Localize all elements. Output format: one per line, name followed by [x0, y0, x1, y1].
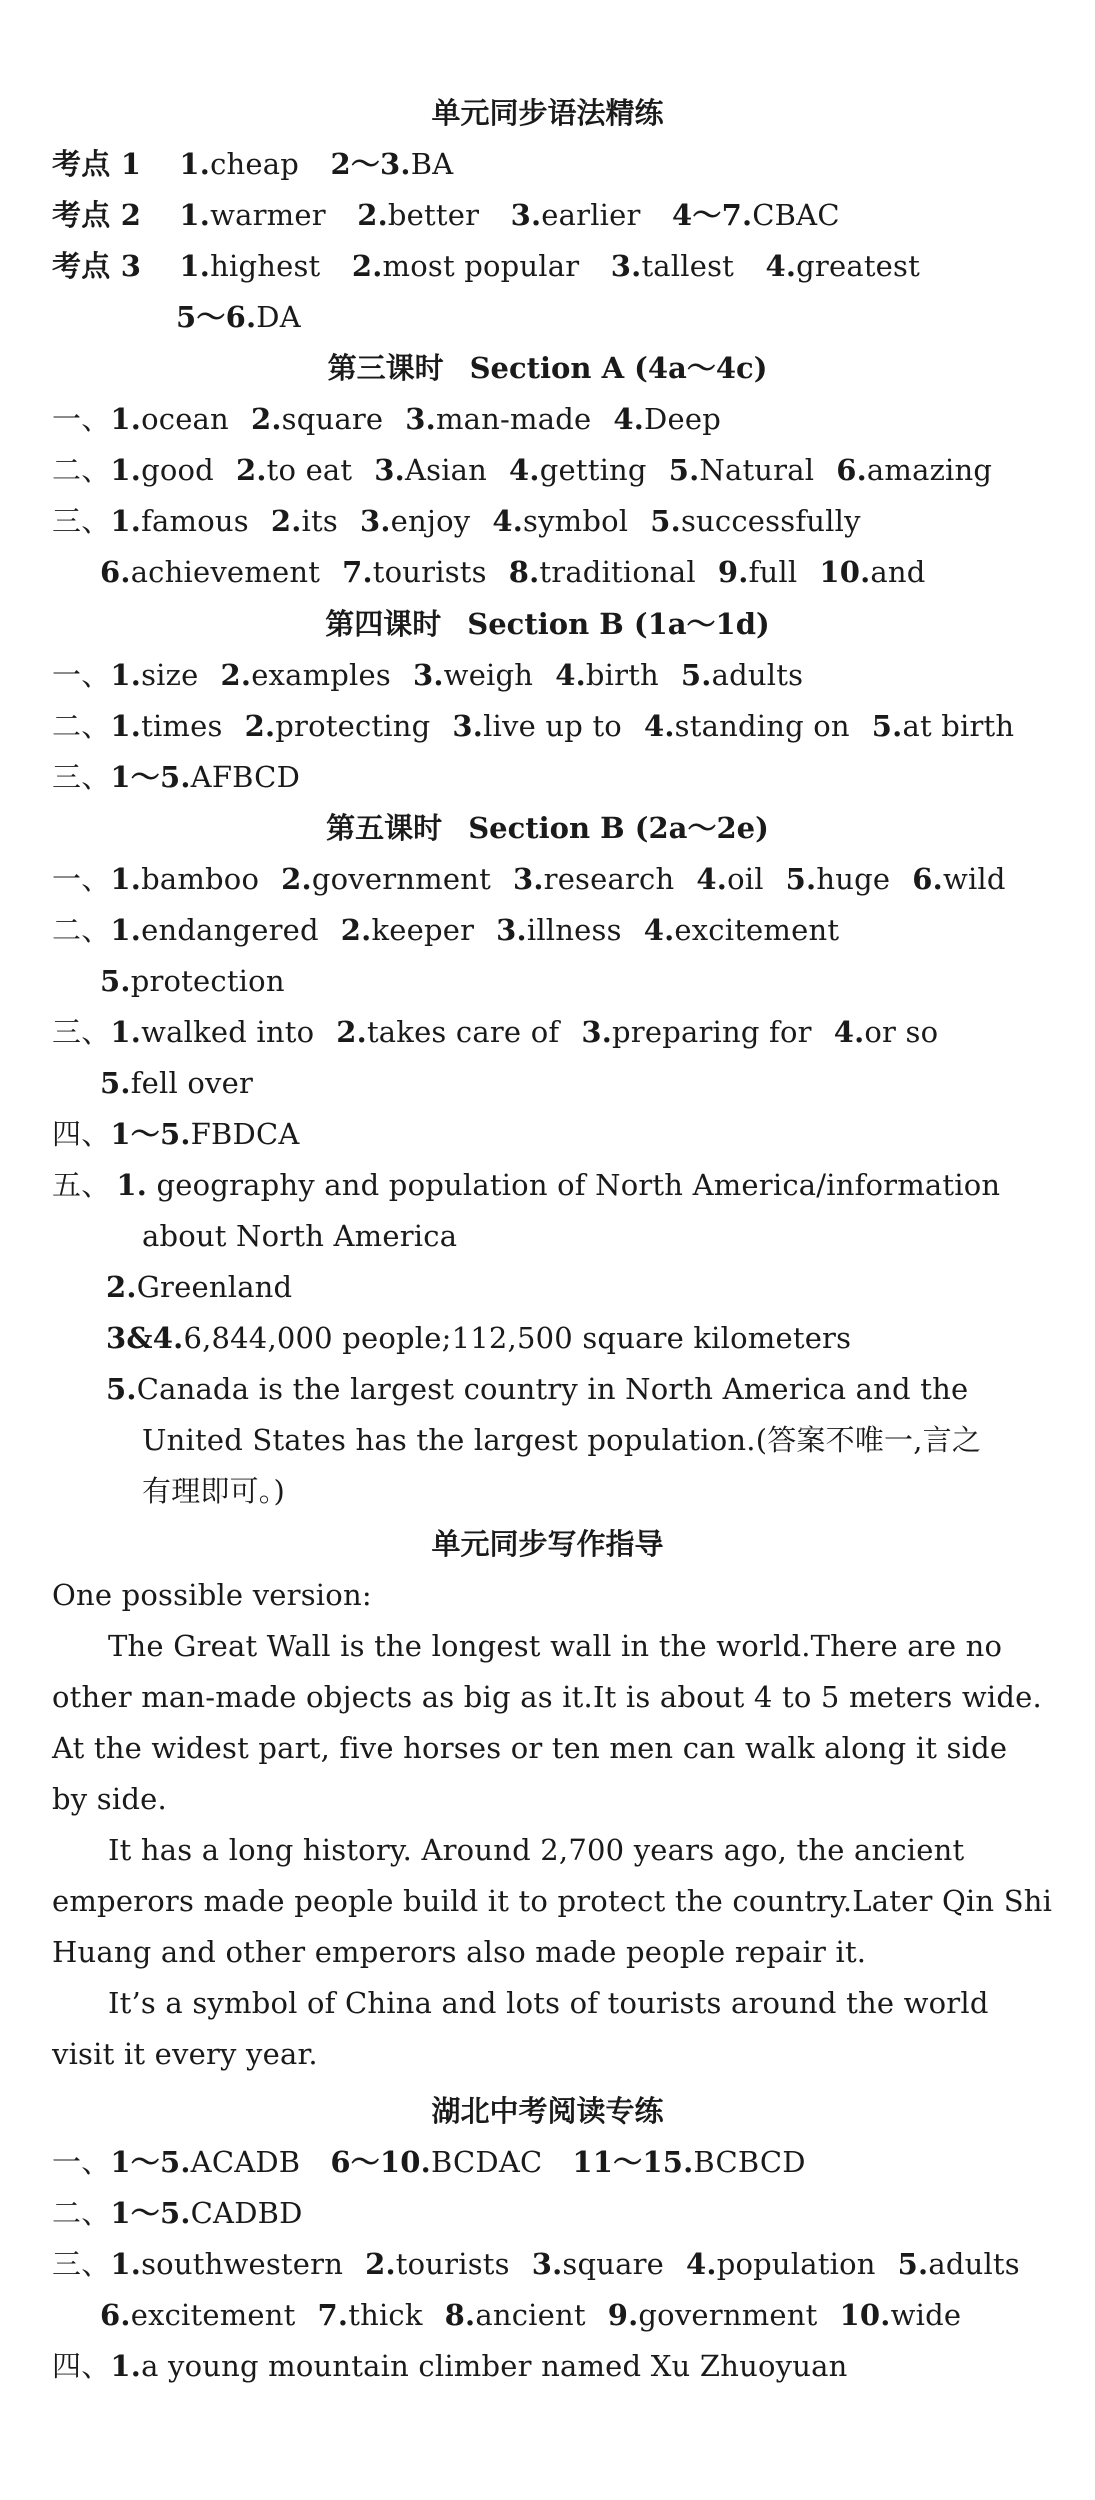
lesson5-row-5-q5-line2: United States has the largest population.(答案不唯一,言之 [142, 1423, 982, 1457]
writing-p2-line2: emperors made people build it to protect the country.Later Qin Shi [52, 1884, 1053, 1918]
lesson4-row-1: 一、1.size 2.examples 3.weigh 4.birth 5.adults [52, 658, 804, 692]
grammar-point-2: 考点 2 1.warmer 2.better 3.earlier 4～7.CBAC [52, 198, 840, 232]
lesson5-row-5-q1-cont: about North America [142, 1219, 458, 1253]
grammar-point-3: 考点 3 1.highest 2.most popular 3.tallest 4.greatest [52, 249, 920, 283]
lesson5-row-3-cont: 5.fell over [100, 1066, 254, 1100]
writing-p1-line2: other man-made objects as big as it.It is about 4 to 5 meters wide. [52, 1680, 1042, 1714]
reading-row-3: 三、1.southwestern 2.tourists 3.square 4.population 5.adults [52, 2247, 1020, 2281]
writing-intro: One possible version: [52, 1578, 372, 1612]
writing-p1-line4: by side. [52, 1782, 167, 1816]
lesson5-row-5-q5-line3: 有理即可。) [142, 1474, 286, 1508]
lesson5-row-4: 四、1～5.FBDCA [52, 1117, 300, 1151]
section-title-lesson5: 第五课时 Section B (2a～2e) [326, 811, 769, 845]
lesson3-row-2: 二、1.good 2.to eat 3.Asian 4.getting 5.Natural 6.amazing [52, 453, 993, 487]
writing-p1-line3: At the widest part, five horses or ten men can walk along it side [52, 1731, 1008, 1765]
grammar-point-1: 考点 1 1.cheap 2～3.BA [52, 147, 454, 181]
lesson5-row-2: 二、1.endangered 2.keeper 3.illness 4.excitement [52, 913, 840, 947]
grammar-point-3-cont: 5～6.DA [176, 300, 301, 334]
lesson4-row-3: 三、1～5.AFBCD [52, 760, 301, 794]
reading-row-3-cont: 6.excitement 7.thick 8.ancient 9.government 10.wide [100, 2298, 962, 2332]
writing-p2-line3: Huang and other emperors also made people repair it. [52, 1935, 867, 1969]
lesson5-row-3: 三、1.walked into 2.takes care of 3.preparing for 4.or so [52, 1015, 939, 1049]
section-title-lesson3: 第三课时 Section A (4a～4c) [327, 351, 768, 385]
writing-p2-line1: It has a long history. Around 2,700 years ago, the ancient [108, 1833, 965, 1867]
section-title-reading: 湖北中考阅读专练 [431, 2094, 664, 2128]
lesson5-row-5-q1: 五、 1. geography and population of North America/information [52, 1168, 1001, 1202]
reading-row-2: 二、1～5.CADBD [52, 2196, 303, 2230]
section-title-lesson4: 第四课时 Section B (1a～1d) [325, 607, 770, 641]
section-title-writing: 单元同步写作指导 [431, 1527, 664, 1561]
lesson3-row-3-cont: 6.achievement 7.tourists 8.traditional 9.full 10.and [100, 555, 926, 589]
reading-row-4: 四、1.a young mountain climber named Xu Zhuoyuan [52, 2349, 848, 2383]
lesson3-row-3: 三、1.famous 2.its 3.enjoy 4.symbol 5.successfully [52, 504, 861, 538]
lesson5-row-2-cont: 5.protection [100, 964, 285, 998]
lesson4-row-2: 二、1.times 2.protecting 3.live up to 4.standing on 5.at birth [52, 709, 1015, 743]
lesson5-row-1: 一、1.bamboo 2.government 3.research 4.oil 5.huge 6.wild [52, 862, 1006, 896]
writing-p3-line1: It’s a symbol of China and lots of tourists around the world [108, 1986, 989, 2020]
lesson5-row-5-q5: 5.Canada is the largest country in North America and the [106, 1372, 969, 1406]
lesson3-row-1: 一、1.ocean 2.square 3.man-made 4.Deep [52, 402, 721, 436]
section-title-grammar: 单元同步语法精练 [431, 96, 664, 130]
lesson5-row-5-q34: 3&4.6,844,000 people;112,500 square kilometers [106, 1321, 852, 1355]
writing-p1-line1: The Great Wall is the longest wall in the world.There are no [108, 1629, 1003, 1663]
reading-row-1: 一、1～5.ACADB 6～10.BCDAC 11～15.BCBCD [52, 2145, 806, 2179]
writing-p3-line2: visit it every year. [52, 2037, 318, 2071]
lesson5-row-5-q2: 2.Greenland [106, 1270, 293, 1304]
